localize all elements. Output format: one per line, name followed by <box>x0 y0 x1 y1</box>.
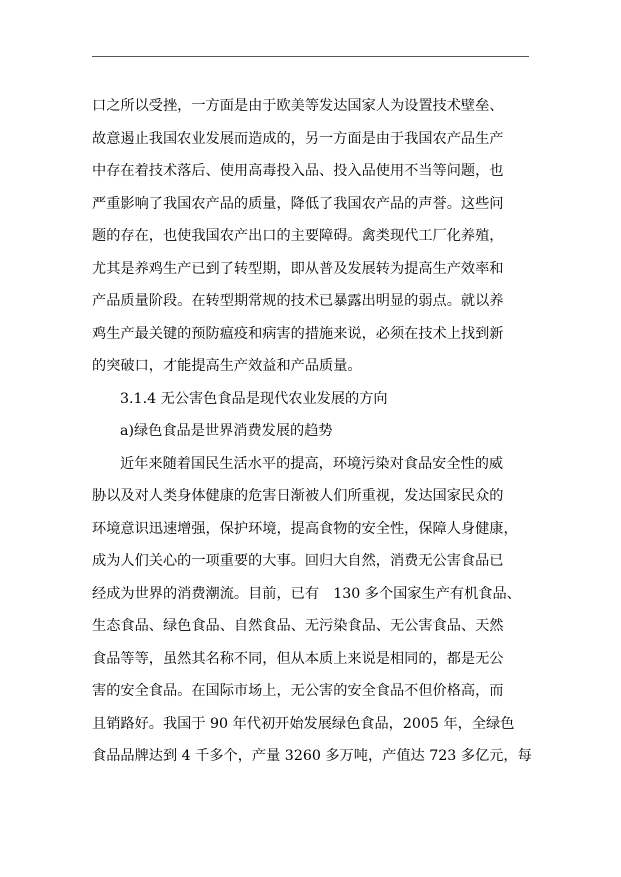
paragraph-line: 害的安全食品。在国际市场上，无公害的安全食品不但价格高，而 <box>92 683 504 699</box>
paragraph-line: 严重影响了我国农产品的质量，降低了我国农产品的声誉。这些问 <box>92 195 504 212</box>
paragraph-line: 尤其是养鸡生产已到了转型期，即从普及发展转为提高生产效率和 <box>92 260 504 277</box>
paragraph-line: 生态食品、绿色食品、自然食品、无污染食品、无公害食品、天然 <box>92 618 504 634</box>
paragraph-line: 经成为世界的消费潮流。目前，已有 130 多个国家生产有机食品、 <box>92 585 521 602</box>
paragraph-line: 鸡生产最关键的预防瘟疫和病害的措施来说，必须在技术上找到新 <box>92 325 504 342</box>
subsection-heading: a)绿色食品是世界消费发展的趋势 <box>120 423 333 439</box>
paragraph-line: 食品品牌达到 4 千多个，产量 3260 多万吨，产值达 723 多亿元，每 <box>92 748 532 764</box>
paragraph-line: 且销路好。我国于 90 年代初开始发展绿色食品，2005 年，全绿色 <box>92 715 515 732</box>
paragraph-line: 的突破口，才能提高生产效益和产品质量。 <box>92 358 362 374</box>
section-heading: 3.1.4 无公害色食品是现代农业发展的方向 <box>120 390 388 407</box>
paragraph-line: 故意遏止我国农业发展而造成的，另一方面是由于我国农产品生产 <box>92 130 504 147</box>
header-rule <box>92 56 529 57</box>
paragraph-line: 环境意识迅速增强，保护环境，提高食物的安全性，保障人身健康， <box>92 520 518 537</box>
paragraph-line: 产品质量阶段。在转型期常规的技术已暴露出明显的弱点。就以养 <box>92 293 504 309</box>
page-body <box>92 90 532 773</box>
paragraph-line: 胁以及对人类身体健康的危害日渐被人们所重视，发达国家民众的 <box>92 488 504 504</box>
paragraph-line: 近年来随着国民生活水平的提高，环境污染对食品安全性的威 <box>120 455 504 472</box>
paragraph-line: 食品等等，虽然其名称不同，但从本质上来说是相同的，都是无公 <box>92 650 504 667</box>
paragraph-line: 题的存在，也使我国农产出口的主要障碍。禽类现代工厂化养殖， <box>92 228 504 244</box>
paragraph-line: 口之所以受挫，一方面是由于欧美等发达国家人为设置技术壁垒、 <box>92 98 504 114</box>
paragraph-line: 成为人们关心的一项重要的大事。回归大自然，消费无公害食品已 <box>92 553 504 569</box>
paragraph-line: 中存在着技术落后、使用高毒投入品、投入品使用不当等问题，也 <box>92 163 504 179</box>
